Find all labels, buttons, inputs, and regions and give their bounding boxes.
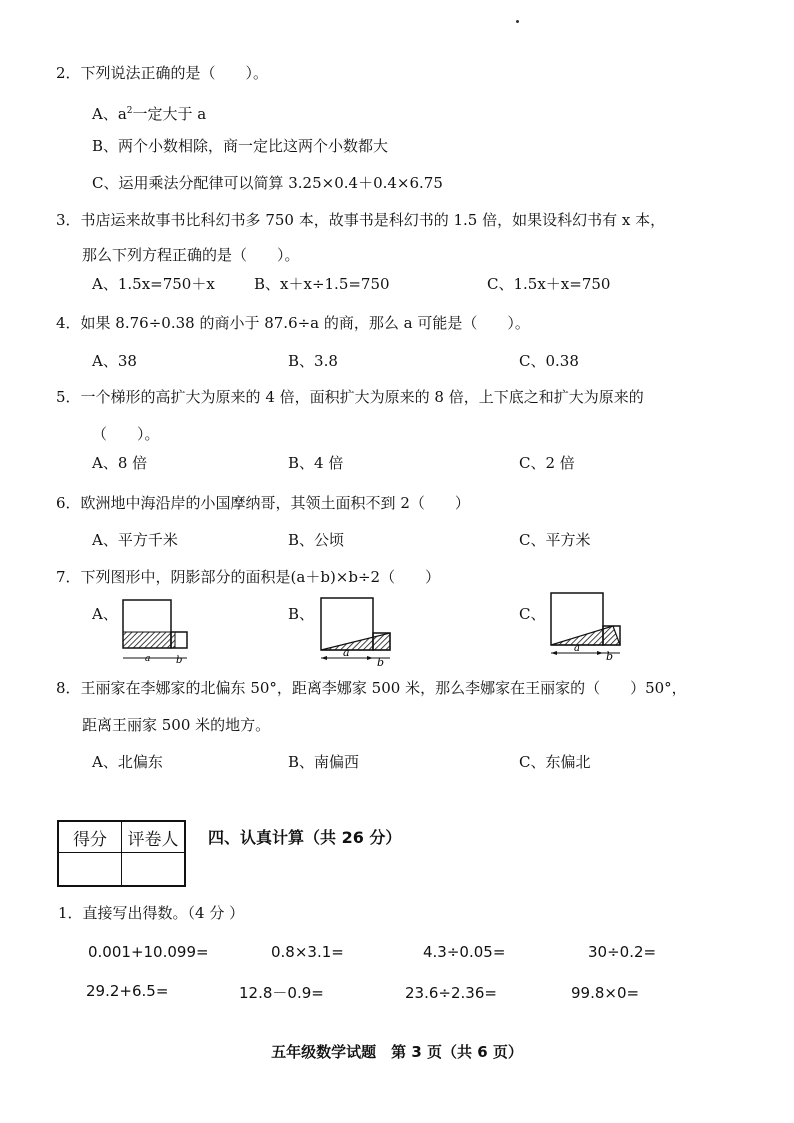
arrow-left-icon xyxy=(551,651,557,655)
score-table xyxy=(57,820,186,887)
label-a: a xyxy=(574,643,580,654)
q8-stem-line1: 8．王丽家在李娜家的北偏东 50°，距离李娜家 500 米，那么李娜家在王丽家的（ ）50°， xyxy=(56,679,687,697)
calc-item-1: 0.001+10.099= xyxy=(88,943,209,961)
q2-option-a: A、$a^2$一定大于 a xyxy=(92,105,207,123)
label-b: b xyxy=(606,650,614,662)
arrow-right-icon xyxy=(367,656,373,660)
q3-stem-line1: 3．书店运来故事书比科幻书多 750 本，故事书是科幻书的 1.5 倍，如果设科幻书有 x 本， xyxy=(56,211,666,229)
q3-option-c: C、1.5x＋x=750 xyxy=(487,275,611,293)
section-4-title: 四、认真计算（共 26 分） xyxy=(208,828,402,847)
calc-item-3: 4.3÷0.05= xyxy=(423,943,506,961)
q7-option-b: B、 xyxy=(288,605,315,623)
label-a: a xyxy=(343,646,350,659)
q6-option-b: B、公顷 xyxy=(288,531,345,549)
q6-option-c: C、平方米 xyxy=(519,531,591,549)
q7-option-a: A、 xyxy=(92,605,118,623)
q8-stem-line2: 距离王丽家 500 米的地方。 xyxy=(82,716,271,734)
q6-option-a: A、平方千米 xyxy=(92,531,178,549)
q3-option-a: A、1.5x=750＋x xyxy=(92,275,215,293)
q8-option-a: A、北偏东 xyxy=(92,753,163,771)
score-cell[interactable] xyxy=(58,853,122,887)
section-4-q1: 1．直接写出得数。（4 分 ） xyxy=(58,904,245,922)
q8-option-c: C、东偏北 xyxy=(519,753,591,771)
calc-item-8: 99.8×0= xyxy=(571,984,640,1002)
scan-speck xyxy=(516,20,519,23)
shaded-region xyxy=(123,632,175,648)
score-header: 得分 xyxy=(58,821,122,853)
q7-stem: 7．下列图形中，阴影部分的面积是(a＋b)×b÷2（ ） xyxy=(56,568,441,586)
grader-cell[interactable] xyxy=(122,853,186,887)
q2-option-b: B、两个小数相除，商一定比这两个小数都大 xyxy=(92,137,389,155)
calc-item-5: 29.2+6.5= xyxy=(86,982,169,1000)
q5-option-c: C、2 倍 xyxy=(519,454,575,472)
q5-option-a: A、8 倍 xyxy=(92,454,148,472)
q5-stem-line2: （ ）。 xyxy=(92,425,160,443)
q7-figure-c xyxy=(540,590,626,662)
q6-stem: 6．欧洲地中海沿岸的小国摩纳哥，其领土面积不到 2（ ） xyxy=(56,494,470,512)
shaded-triangle xyxy=(321,633,390,650)
q3-option-b: B、x＋x÷1.5=750 xyxy=(254,275,390,293)
shaded-triangle xyxy=(551,626,620,645)
calc-item-2: 0.8×3.1= xyxy=(271,943,344,961)
q2-option-c: C、运用乘法分配律可以简算 3.25×0.4＋0.4×6.75 xyxy=(92,174,443,192)
label-a: a xyxy=(145,654,151,664)
q4-option-a: A、38 xyxy=(92,352,137,370)
q7-option-c: C、 xyxy=(519,605,546,623)
grader-header: 评卷人 xyxy=(122,821,186,853)
q5-option-b: B、4 倍 xyxy=(288,454,344,472)
q2-stem: 2．下列说法正确的是（ ）。 xyxy=(56,64,269,82)
arrow-right-icon xyxy=(597,651,603,655)
q8-option-b: B、南偏西 xyxy=(288,753,360,771)
q4-option-b: B、3.8 xyxy=(288,352,338,370)
q4-option-c: C、0.38 xyxy=(519,352,579,370)
calc-item-6: 12.8－0.9= xyxy=(239,984,324,1002)
q4-stem: 4．如果 8.76÷0.38 的商小于 87.6÷a 的商，那么 a 可能是（ ）。 xyxy=(56,314,530,332)
q5-stem-line1: 5．一个梯形的高扩大为原来的 4 倍，面积扩大为原来的 8 倍，上下底之和扩大为原来的 xyxy=(56,388,644,406)
calc-item-4: 30÷0.2= xyxy=(588,943,657,961)
page-footer: 五年级数学试题 第 3 页（共 6 页） xyxy=(271,1043,523,1061)
label-b: b xyxy=(377,656,385,667)
label-b: b xyxy=(176,655,183,665)
q7-figure-b xyxy=(310,595,396,667)
q7-figure-a xyxy=(112,595,198,665)
q3-stem-line2: 那么下列方程正确的是（ ）。 xyxy=(82,246,300,264)
arrow-left-icon xyxy=(321,656,327,660)
calc-item-7: 23.6÷2.36= xyxy=(405,984,497,1002)
